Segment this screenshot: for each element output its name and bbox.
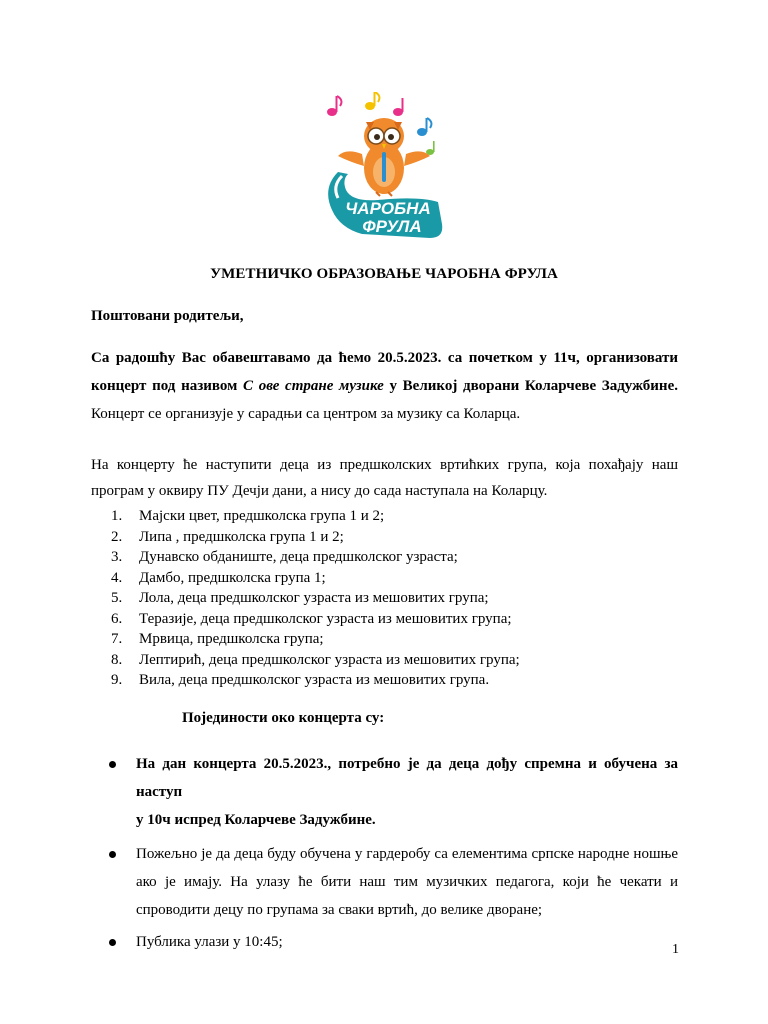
greeting: Поштовани родитељи, (91, 308, 244, 324)
bullet-line: Публика улази у 10:45; (136, 934, 283, 950)
page-title: УМЕТНИЧКО ОБРАЗОВАЊЕ ЧАРОБНА ФРУЛА (210, 266, 558, 282)
list-item (91, 527, 678, 548)
group-list (91, 506, 678, 691)
list-item (91, 670, 678, 691)
logo-text-line1: ЧАРОБНА (345, 199, 431, 218)
list-item-text: Дунавско обданиште, деца предшколског узраста; (139, 549, 458, 565)
bullet-icon (109, 761, 116, 768)
owl-icon (338, 118, 430, 196)
bullet-line: Пожељно је да деца буду обучена у гардеробу са елементима српске народне ношње (136, 846, 678, 862)
performers-line-2: програм у оквиру ПУ Дечји дани, а нису до сада наступала на Коларцу. (91, 483, 548, 499)
bullet-line: На дан концерта 20.5.2023., потребно је да деца дођу спремна и обучена за наступ (136, 756, 678, 800)
list-item-text: Дамбо, предшколска група 1; (139, 569, 326, 586)
list-item-text: Липа , предшколска група 1 и 2; (139, 528, 344, 545)
list-item-text: Лептирић, деца предшколског узраста из мешовитих група; (139, 651, 520, 668)
bullet-icon (109, 851, 116, 858)
details-bullet-list (91, 750, 678, 956)
charobna-frula-logo (318, 92, 450, 250)
list-number: 3. (111, 549, 123, 565)
list-item-text: Теразије, деца предшколског узраста из мешовитих група; (139, 610, 512, 627)
bullet-icon (109, 939, 116, 946)
intro-paragraph (91, 344, 678, 428)
list-item (91, 588, 678, 609)
intro-line-2-start: концерт под називом (91, 378, 243, 394)
list-number: 8. (111, 651, 123, 668)
logo-text-line2: ФРУЛА (362, 217, 422, 236)
list-number: 6. (111, 610, 123, 627)
page-number: 1 (672, 942, 679, 957)
list-item (91, 650, 678, 671)
intro-line-1: Са радошћу Вас обавештавамо да ћемо 20.5.2023. са почетком у 11ч, организовати (91, 350, 678, 366)
intro-line-3: Концерт се организује у сарадњи са центром за музику са Коларца. (91, 406, 521, 422)
performers-line-1: На концерту ће наступити деца из предшколских вртићких група, која похађају наш (91, 457, 678, 473)
list-number: 5. (111, 590, 123, 606)
list-item-text: Мрвица, предшколска група; (139, 631, 324, 647)
list-number: 2. (111, 528, 123, 545)
list-item (91, 568, 678, 589)
list-item (91, 506, 678, 527)
list-number: 9. (111, 672, 123, 688)
list-item-text: Вила, деца предшколског узраста из мешовитих група. (139, 672, 490, 688)
list-number: 1. (111, 508, 123, 524)
intro-line-2-end: у Великој дворани Коларчеве Задужбине. (383, 378, 678, 394)
bullet-item (91, 840, 678, 924)
list-item (91, 629, 678, 650)
intro-line-2 (91, 372, 678, 400)
bullet-line: спроводити децу по групама за сваки вртић, до велике дворане; (136, 902, 543, 918)
bullet-item (91, 928, 678, 956)
list-number: 7. (111, 631, 123, 647)
concert-title: С ове стране музике (243, 378, 384, 394)
details-heading: Појединости око концерта су: (182, 710, 385, 726)
bullet-line: у 10ч испред Коларчеве Задужбине. (136, 812, 376, 828)
list-item (91, 609, 678, 630)
bullet-item (91, 750, 678, 834)
list-item (91, 547, 678, 568)
performers-paragraph (91, 452, 678, 504)
list-number: 4. (111, 569, 123, 586)
list-item-text: Лола, деца предшколског узраста из мешовитих група; (139, 590, 489, 606)
bullet-line: ако је имају. На улазу ће бити наш тим музичких педагога, који ће чекати и (136, 874, 678, 890)
list-item-text: Мајски цвет, предшколска група 1 и 2; (139, 508, 385, 524)
